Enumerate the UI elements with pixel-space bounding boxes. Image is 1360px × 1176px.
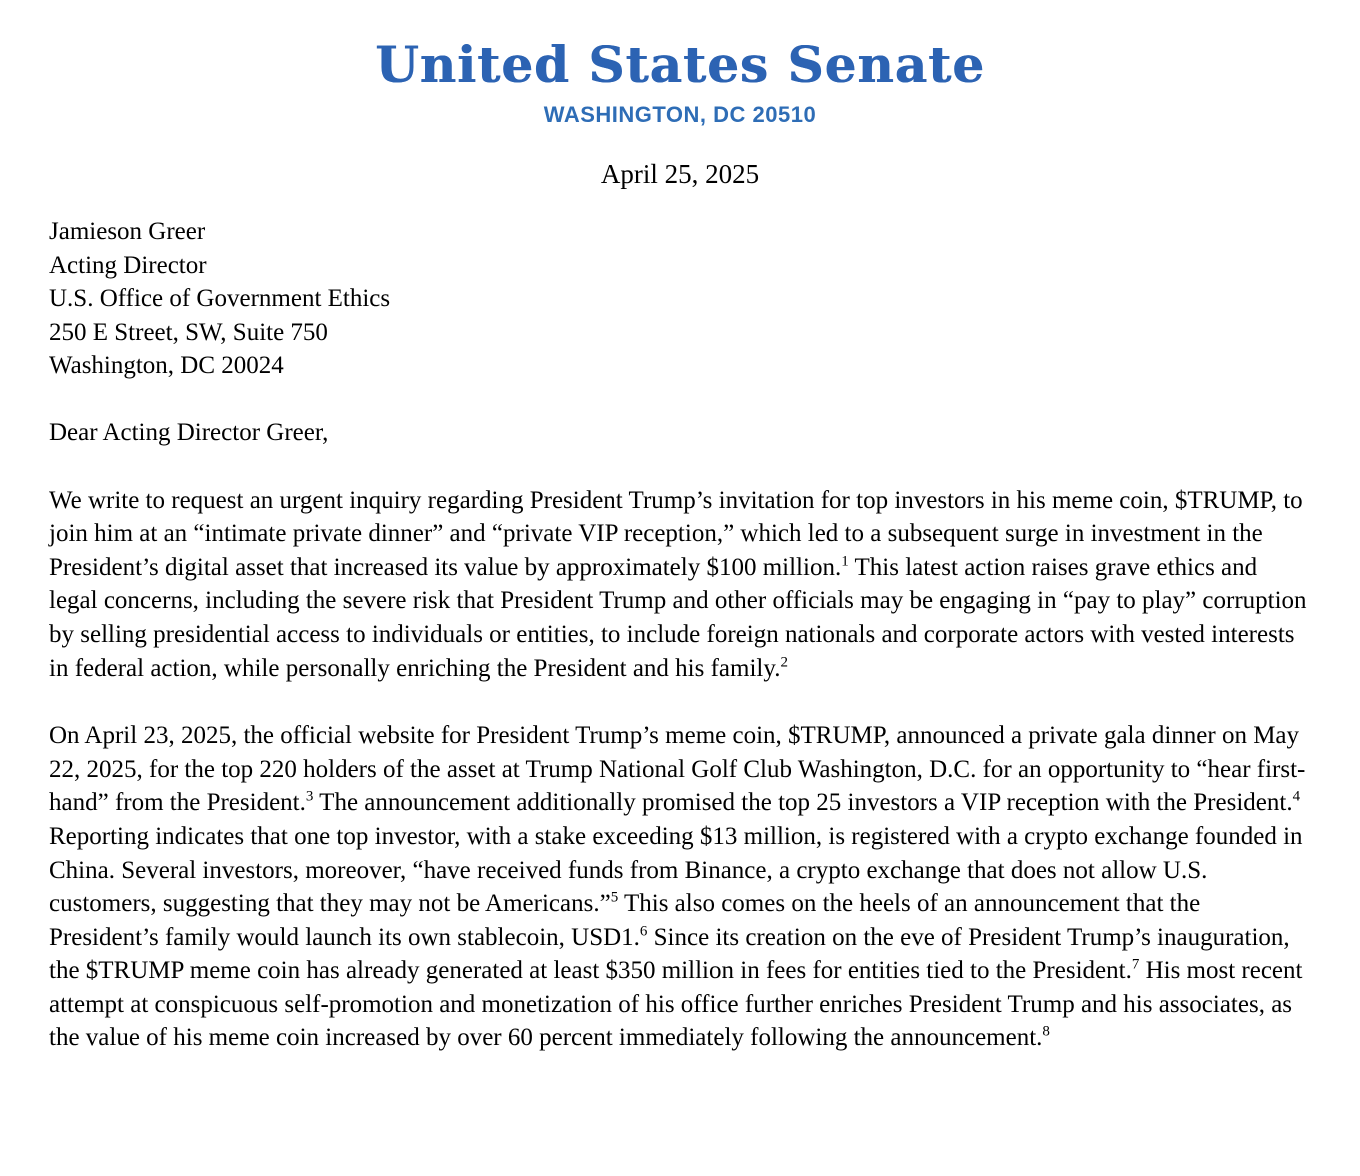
footnote-marker: 6	[639, 923, 648, 940]
salutation: Dear Acting Director Greer,	[49, 418, 329, 446]
paragraph-1: We write to request an urgent inquiry regarding President Trump’s invitation for top investors in his meme coin, $TRUMP, to join him at an “intimate private dinner” and “private VIP reception,” which led to a subsequent surge in investment in the President’s digital asset that increased its value by approximately $100 million.$^1$ This latest action raises grave ethics and legal concerns, including the severe risk that President Trump and other officials may be engaging in “pay to play” corruption by selling presidential access to individuals or entities, to include foreign nationals and corporate actors with vested interests in federal action, while personally enriching the President and his family.$^2$	[49, 486, 1307, 682]
footnote-marker: 5	[610, 889, 619, 906]
footnote-marker: 3	[305, 788, 314, 805]
footnote-marker: 1	[841, 553, 849, 570]
recipient-block	[49, 215, 1311, 383]
recipient-title: Acting Director	[49, 251, 207, 279]
letterhead-address: WASHINGTON, DC 20510	[543, 102, 817, 127]
recipient-city: Washington, DC 20024	[49, 352, 284, 380]
senate-letterhead-title: United States Senate	[375, 35, 985, 94]
footnote-marker: 8	[1042, 1024, 1050, 1041]
footnote-marker: 4	[1292, 788, 1301, 805]
paragraph-2: On April 23, 2025, the official website for President Trump’s meme coin, $TRUMP, announced a private gala dinner on May 22, 2025, for the top 220 holders of the asset at Trump National Golf Club Washington, D.C. for an opportunity to “hear first-hand” from the President.$^3$ The announcement additionally promised the top 25 investors a VIP reception with the President.$^4$ Reporting indicates that one top investor, with a stake exceeding $13 million, is registered with a crypto exchange founded in China. Several investors, moreover, “have received funds from Binance, a crypto exchange that does not allow U.S. customers, suggesting that they may not be Americans.”$^5$ This also comes on the heels of an announcement that the President’s family would launch its own stablecoin, USD1.$^6$ Since its creation on the eve of President Trump’s inauguration, the $TRUMP meme coin has already generated at least $350 million in fees for entities tied to the President.$^7$ His most recent attempt at conspicuous self-promotion and monetization of his office further enriches President Trump and his associates, as the value of his meme coin increased by over 60 percent immediately following the announcement.$^8$	[49, 722, 1306, 1052]
letter-date: April 25, 2025	[600, 159, 760, 189]
recipient-name: Jamieson Greer	[49, 218, 206, 245]
recipient-agency: U.S. Office of Government Ethics	[49, 285, 391, 313]
footnote-marker: 2	[780, 654, 788, 671]
recipient-street: 250 E Street, SW, Suite 750	[49, 318, 328, 346]
footnote-marker: 7	[1131, 956, 1140, 973]
letterhead	[49, 34, 1311, 128]
letter-body	[49, 484, 1311, 1056]
